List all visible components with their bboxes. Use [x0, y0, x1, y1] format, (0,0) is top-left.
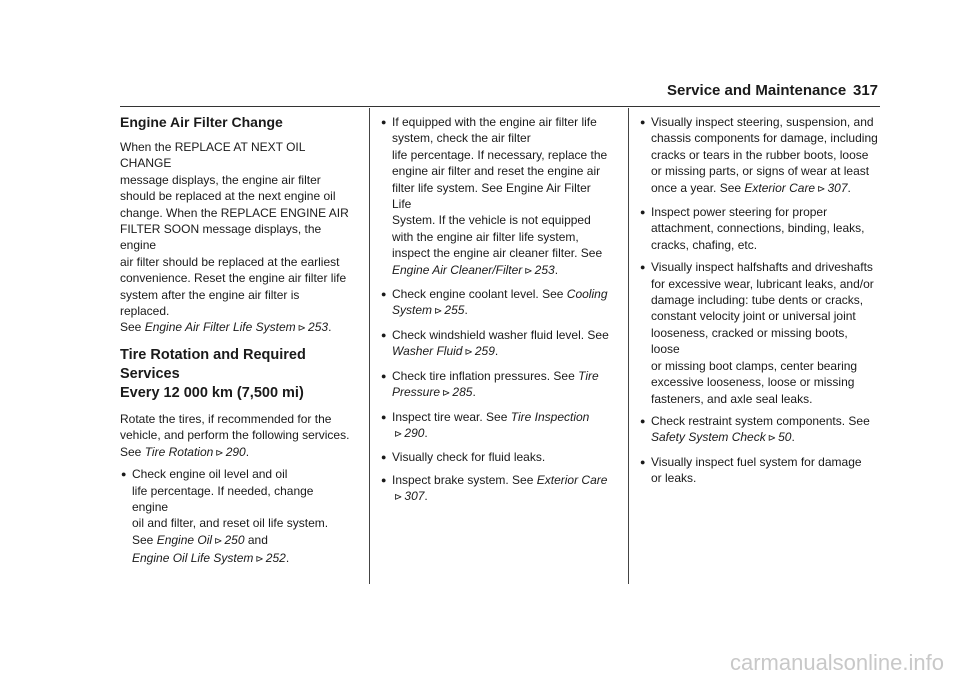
- text-line: Visually inspect halfshafts and driveshafts: [651, 260, 873, 275]
- text-line: When the REPLACE AT NEXT OIL CHANGE: [120, 140, 305, 171]
- cross-ref-link[interactable]: System: [392, 303, 433, 318]
- page-ref-arrow-icon: ⊳: [214, 535, 223, 547]
- page-ref-arrow-icon: ⊳: [464, 347, 473, 359]
- bullet-icon: ●: [640, 207, 646, 218]
- item-text: Check windshield washer fluid level. See: [392, 327, 609, 342]
- text-line: System. If the vehicle is not equipped: [392, 213, 591, 228]
- text-line: looseness, cracked or missing boots, loose: [651, 325, 848, 357]
- page-ref[interactable]: 252: [265, 551, 286, 566]
- column-3: [639, 114, 879, 493]
- text-line: engine air filter and reset the engine air: [392, 164, 601, 179]
- air-filter-paragraph: When the REPLACE AT NEXT OIL CHANGE message displays, the engine air filter should be replaced at the next engine oil change. When the REPLACE ENGINE AIR FILTER SOON message displays, the engine air filter should be replaced at the earliest convenience. Reset the engine air filter life system after the engine air filter is replaced. See Engine Air Filter Life System ⊳ 253.: [120, 140, 349, 335]
- text-line: If equipped with the engine air filter life: [392, 115, 597, 129]
- cross-ref-link[interactable]: Exterior Care: [536, 472, 608, 487]
- cross-ref-link[interactable]: Cooling: [566, 287, 608, 302]
- text-line: oil and filter, and reset oil life system.: [132, 516, 329, 531]
- column-divider-2: [628, 108, 629, 584]
- text-line: or missing boot clamps, center bearing: [651, 358, 858, 373]
- page-ref[interactable]: 50: [778, 430, 792, 445]
- bullet-icon: ●: [381, 474, 387, 485]
- page-ref[interactable]: 253: [308, 320, 329, 335]
- footer-watermark: carmanualsonline.info: [729, 650, 944, 675]
- bullet-icon: ●: [381, 411, 387, 422]
- page-ref[interactable]: 259: [474, 344, 495, 359]
- item-text: Inspect brake system. See: [392, 472, 534, 487]
- cross-ref-link[interactable]: Tire Rotation: [144, 444, 214, 459]
- list-item: ● Check engine oil level and oil life percentage. If needed, change engine oil and filter, and reset oil life system. See Engine Oil ⊳ 250 and Engine Oil Life System ⊳ 252.: [121, 467, 329, 566]
- bullet-icon: ●: [381, 329, 387, 340]
- text-line: Visually inspect steering, suspension, and: [651, 115, 874, 129]
- page-ref-arrow-icon: ⊳: [817, 183, 826, 195]
- text-line: life percentage. If needed, change engine: [132, 483, 314, 514]
- heading-line: Every 12 000 km (7,500 mi): [120, 384, 304, 401]
- page-ref[interactable]: 253: [534, 262, 555, 277]
- item-text: Check restraint system components. See: [651, 413, 870, 428]
- text-line: cracks or tears in the rubber boots, loose: [651, 147, 869, 162]
- tire-rotation-paragraph: Rotate the tires, if recommended for the vehicle, and perform the following services. See Tire Rotation ⊳ 290.: [120, 411, 350, 459]
- text-line: with the engine air filter life system,: [392, 229, 579, 244]
- page-ref[interactable]: 290: [404, 425, 425, 440]
- text-line: Rotate the tires, if recommended for the: [120, 411, 332, 426]
- list-item: ● Inspect brake system. See Exterior Care ⊳ 307.: [381, 472, 608, 504]
- bullet-icon: ●: [381, 452, 387, 463]
- list-item: ● Check restraint system components. See Safety System Check ⊳ 50.: [640, 413, 870, 445]
- cross-ref-link[interactable]: Engine Oil: [156, 532, 213, 547]
- bullet-icon: ●: [381, 370, 387, 381]
- section-heading-tire-rotation: [120, 346, 352, 403]
- text-line: convenience. Reset the engine air filter life: [120, 271, 347, 286]
- text-line: cracks, chafing, etc.: [651, 237, 758, 252]
- list-item: [639, 204, 879, 253]
- text-line: fasteners, and axle seal leaks.: [651, 391, 813, 406]
- text-line: system, check the air filter: [392, 131, 531, 146]
- page-ref-arrow-icon: ⊳: [255, 554, 264, 566]
- list-item: ● Check tire inflation pressures. See Tire Pressure ⊳ 285.: [381, 368, 599, 400]
- text-line: attachment, connections, binding, leaks,: [651, 221, 865, 236]
- cross-ref-link[interactable]: Tire Inspection: [510, 409, 590, 424]
- text-line: for excessive wear, lubricant leaks, and/or: [651, 276, 874, 291]
- page-ref-arrow-icon: ⊳: [297, 323, 307, 335]
- cross-ref-link[interactable]: Safety System Check: [651, 430, 766, 445]
- column-2: [380, 114, 612, 513]
- see-label: See: [120, 444, 142, 459]
- bullet-icon: ●: [381, 117, 387, 127]
- page-ref[interactable]: 255: [444, 303, 465, 318]
- text-line: once a year. See: [651, 180, 742, 195]
- section-heading-air-filter: Engine Air Filter Change: [120, 114, 283, 130]
- text-line: damage including: tube dents or cracks,: [651, 293, 864, 308]
- text-line: filter life system. See Engine Air Filter Life: [392, 180, 591, 212]
- text-line: air filter should be replaced at the earliest: [120, 254, 340, 269]
- text-line: Inspect power steering for proper: [651, 205, 828, 220]
- text-line: change. When the REPLACE ENGINE AIR: [120, 205, 349, 220]
- header-rule: [120, 106, 880, 107]
- list-item: ● Check windshield washer fluid level. See Washer Fluid ⊳ 259.: [381, 327, 609, 359]
- page-ref[interactable]: 307: [827, 180, 848, 195]
- item-text: Visually check for fluid leaks.: [392, 450, 546, 465]
- see-label: See: [120, 320, 142, 335]
- text-line: inspect the engine air cleaner filter. See: [392, 246, 603, 261]
- page-ref-arrow-icon: ⊳: [442, 388, 451, 400]
- text-line: system after the engine air filter is replaced.: [120, 287, 300, 319]
- page-ref-arrow-icon: ⊳: [434, 306, 443, 318]
- cross-ref-link[interactable]: Tire: [578, 368, 599, 383]
- and-label: and: [247, 532, 268, 547]
- cross-ref-link[interactable]: Exterior Care: [744, 180, 816, 195]
- page-ref-arrow-icon: ⊳: [524, 265, 533, 277]
- text-line: or missing parts, or signs of wear at least: [651, 164, 870, 179]
- list-item: ● Inspect tire wear. See Tire Inspection ⊳ 290.: [381, 409, 590, 440]
- page-header-title: Service and Maintenance: [667, 82, 847, 99]
- cross-ref-link[interactable]: Engine Air Cleaner/Filter: [392, 262, 523, 277]
- text-line: message displays, the engine air filter: [120, 172, 321, 187]
- page-ref[interactable]: 290: [225, 444, 246, 459]
- list-item: [380, 449, 612, 465]
- page-number: 317: [853, 82, 879, 99]
- text-line: or leaks.: [651, 471, 697, 486]
- bullet-icon: ●: [640, 117, 646, 127]
- see-label: See: [132, 532, 154, 547]
- text-line: constant velocity joint or universal joint: [651, 309, 856, 324]
- page-ref-arrow-icon: ⊳: [767, 433, 777, 445]
- bullet-icon: ●: [640, 262, 646, 273]
- text-line: life percentage. If necessary, replace the: [392, 147, 608, 162]
- text-line: chassis components for damage, including: [651, 131, 878, 146]
- page-ref-arrow-icon: ⊳: [215, 447, 224, 459]
- page-ref-arrow-icon: ⊳: [394, 492, 403, 504]
- page-ref[interactable]: 307: [404, 489, 425, 504]
- text-line: Visually inspect fuel system for damage: [651, 454, 862, 469]
- text-line: excessive looseness, loose or missing: [651, 375, 855, 390]
- bullet-icon: ●: [121, 469, 127, 480]
- text-line: should be replaced at the next engine oil: [120, 189, 336, 204]
- heading-line: Tire Rotation and Required Services: [120, 346, 306, 382]
- bullet-icon: ●: [640, 456, 646, 467]
- item-text: Check tire inflation pressures. See: [392, 368, 575, 383]
- column-1: [120, 114, 352, 575]
- page-ref-arrow-icon: ⊳: [394, 428, 403, 440]
- item-text: Check engine coolant level. See: [392, 287, 564, 302]
- list-item: ● If equipped with the engine air filter life system, check the air filter life percentage. If necessary, replace the engine air filter and reset the engine air filter life system. See Engine Air Filter Life System. If the vehicle is not equipped with the engine air filter life system, inspect the engine air cleaner filter. See Engine Air Cleaner/Filter ⊳ 253.: [381, 115, 608, 277]
- list-item: ● Visually inspect steering, suspension, and chassis components for damage, including cracks or tears in the rubber boots, loose or missing parts, or signs of wear at least once a year. See Exterior Care ⊳ 307.: [640, 115, 878, 195]
- bullet-icon: ●: [640, 415, 646, 426]
- page-ref[interactable]: 250: [224, 532, 245, 547]
- list-item: ● Check engine coolant level. See Cooling System ⊳ 255.: [381, 287, 608, 318]
- cross-ref-link[interactable]: Engine Oil Life System: [132, 551, 254, 566]
- cross-ref-link[interactable]: Pressure: [392, 385, 441, 400]
- list-item: [639, 454, 879, 487]
- text-line: Check engine oil level and oil: [132, 467, 288, 482]
- bullet-icon: ●: [381, 289, 387, 300]
- page-ref[interactable]: 285: [452, 385, 473, 400]
- cross-ref-link[interactable]: Washer Fluid: [392, 344, 463, 359]
- item-text: Inspect tire wear. See: [392, 409, 508, 424]
- list-item: [639, 259, 879, 407]
- column-divider-1: [369, 108, 370, 584]
- cross-ref-link[interactable]: Engine Air Filter Life System: [144, 320, 296, 335]
- text-line: vehicle, and perform the following services.: [120, 428, 350, 443]
- text-line: FILTER SOON message displays, the engine: [120, 222, 322, 253]
